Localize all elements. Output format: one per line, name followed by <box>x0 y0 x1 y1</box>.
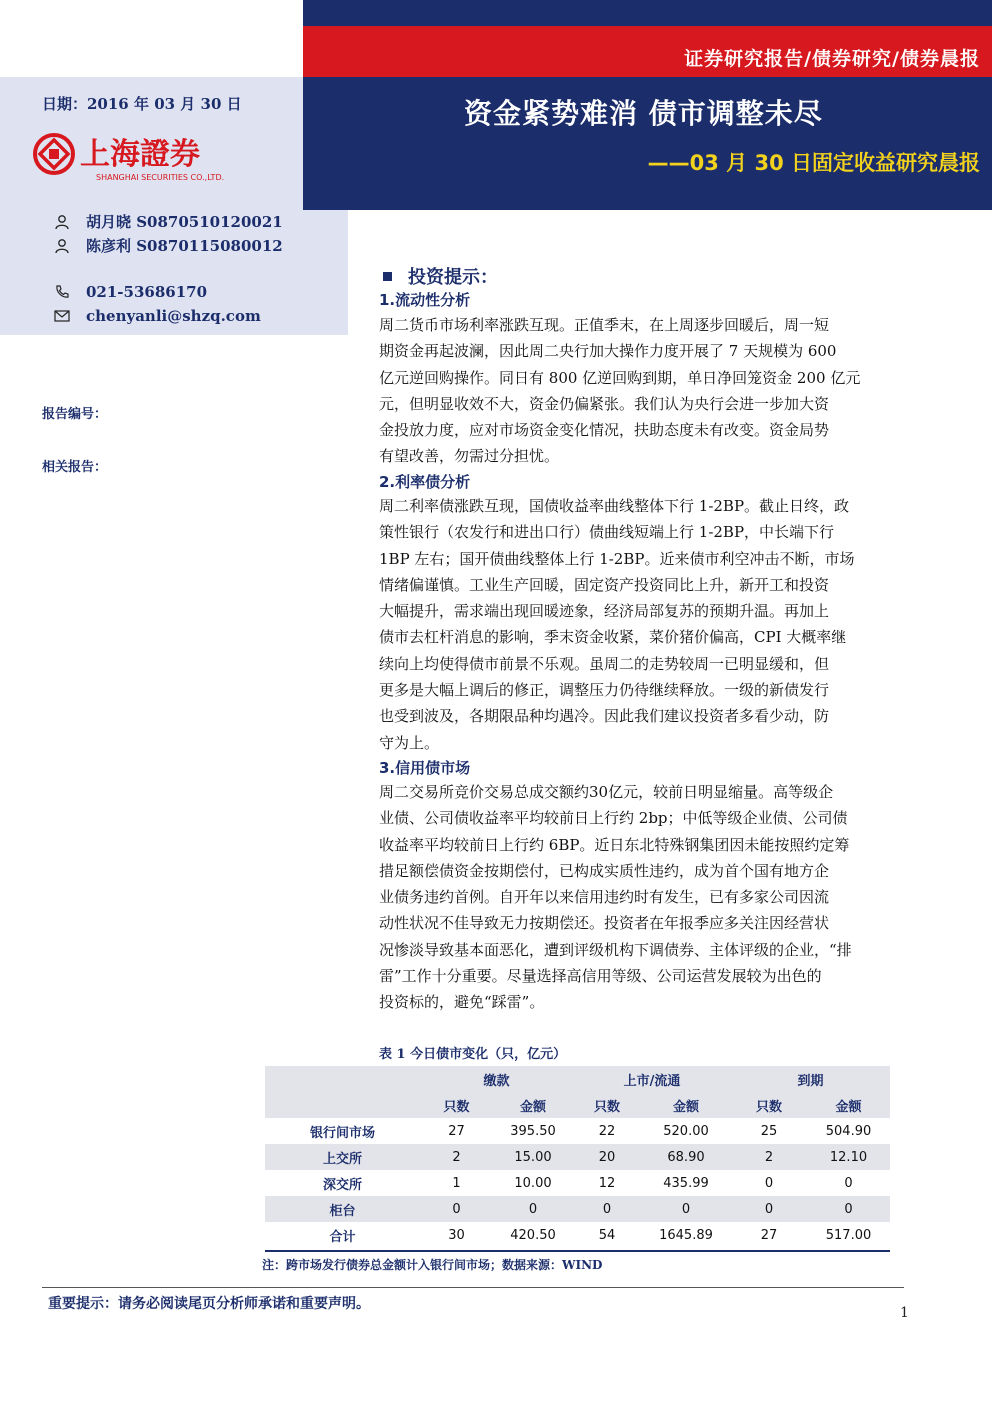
column-group-header: 上市/流通 <box>573 1066 731 1092</box>
report-title: 资金紧势难消 债市调整未尽 <box>464 97 823 130</box>
text-line: 也受到波及，各期限品种均遇冷。因此我们建议投资者多看少动，防 <box>379 707 830 726</box>
section-rate-bonds-body <box>379 493 911 756</box>
text-line: 周二交易所竞价交易总成交额约30亿元，较前日明显缩量。高等级企 <box>379 783 834 801</box>
table-note: 注：跨市场发行债券总金额计入银行间市场；数据来源：WIND <box>262 1258 603 1272</box>
table-cell: 504.90 <box>825 1123 872 1139</box>
row-header: 上交所 <box>265 1144 420 1170</box>
text-line: 债市去杠杆消息的影响，季末资金收紧，菜价猪价偏高，CPI 大概率继 <box>379 628 847 647</box>
table-cell: 68.90 <box>641 1144 731 1170</box>
investment-tips-label: 投资提示： <box>408 267 498 288</box>
table-cell: 517.00 <box>825 1227 872 1243</box>
report-date: 日期：2016 年 03 月 30 日 <box>42 95 242 113</box>
phone-number: 021-53686170 <box>86 283 208 301</box>
column-group-header: 到期 <box>731 1066 890 1092</box>
text-line: 况惨淡导致基本面恶化，遭到评级机构下调债券、主体评级的企业，“排 <box>379 940 852 959</box>
table-cell: 0 <box>764 1175 774 1191</box>
column-header: 金额 <box>641 1092 731 1118</box>
table-cell: 0 <box>420 1196 493 1222</box>
logo-text-cn: 上海證券 <box>80 137 200 172</box>
section-liquidity-heading: 1.流动性分析 <box>379 291 471 309</box>
table-cell: 12 <box>598 1175 616 1191</box>
table-cell: 12.10 <box>807 1144 890 1170</box>
table-cell: 0 <box>844 1175 853 1191</box>
table-cell: 0 <box>731 1196 807 1222</box>
text-line: 投资标的，避免“踩雷”。 <box>379 993 545 1012</box>
logo-text-en: SHANGHAI SECURITIES CO.,LTD. <box>96 173 225 182</box>
text-line: 情绪偏谨慎。工业生产回暖，固定资产投资同比上升，新开工和投资 <box>379 575 830 594</box>
footer-disclaimer: 重要提示：请务必阅读尾页分析师承诺和重要声明。 <box>48 1296 370 1312</box>
column-header: 只数 <box>573 1092 641 1118</box>
table-caption: 表 1 今日债市变化（只，亿元） <box>379 1047 567 1062</box>
table-cell: 435.99 <box>663 1175 709 1191</box>
footer-divider <box>42 1287 904 1288</box>
row-header: 银行间市场 <box>309 1125 375 1141</box>
email-address[interactable]: chenyanli@shzq.com <box>86 307 261 325</box>
text-line: 大幅提升，需求端出现回暖迹象，经济局部复苏的预期升温。再加上 <box>379 602 830 621</box>
phone-icon <box>52 284 72 300</box>
text-line: 期资金再起波澜，因此周二央行加大操作力度开展了 7 天规模为 600 <box>379 342 837 361</box>
report-subtitle: ——03 月 30 日固定收益研究晨报 <box>647 151 980 175</box>
contact-phone <box>52 283 207 301</box>
page-number: 1 <box>900 1305 909 1321</box>
email-icon <box>52 309 72 323</box>
table-cell: 20 <box>573 1144 641 1170</box>
square-bullet-icon <box>383 272 392 281</box>
section-liquidity-body <box>379 312 911 470</box>
table-group-header-row <box>265 1066 890 1092</box>
investment-tips-heading <box>383 263 498 289</box>
table-cell: 30 <box>448 1227 465 1243</box>
table-cell: 25 <box>760 1123 778 1139</box>
related-reports-label: 相关报告： <box>42 460 108 475</box>
contact-email[interactable] <box>52 307 261 325</box>
table-cell: 0 <box>641 1196 731 1222</box>
table-cell: 1645.89 <box>659 1227 713 1243</box>
person-icon <box>52 214 72 230</box>
section-rate-bonds-heading: 2.利率债分析 <box>379 473 471 491</box>
person-icon <box>52 238 72 254</box>
column-header: 只数 <box>731 1092 807 1118</box>
text-line: 周二利率债涨跌互现，国债收益率曲线整体下行 1-2BP。截止日终，政 <box>379 497 850 515</box>
text-line: 雷”工作十分重要。尽量选择高信用等级、公司运营发展较为出色的 <box>379 967 822 986</box>
text-line: 亿元逆回购操作。同日有 800 亿逆回购到期，单日净回笼资金 200 亿元 <box>379 368 861 387</box>
table-bottom-rule <box>265 1250 890 1252</box>
table-cell: 0 <box>573 1196 641 1222</box>
author-1-name: 胡月晓 S0870510120021 <box>86 213 283 231</box>
table-row <box>265 1118 890 1144</box>
table-cell: 420.50 <box>510 1227 556 1243</box>
text-line: 1BP 左右；国开债曲线整体上行 1-2BP。近来债市利空冲击不断，市场 <box>379 549 855 568</box>
table-cell: 27 <box>448 1123 465 1139</box>
text-line: 守为上。 <box>379 733 440 752</box>
table-corner-cell <box>265 1092 420 1118</box>
row-header: 合计 <box>329 1229 356 1245</box>
table-cell: 0 <box>493 1196 573 1222</box>
table-cell: 54 <box>598 1227 616 1243</box>
table-cell: 0 <box>807 1196 890 1222</box>
table-cell: 27 <box>760 1227 778 1243</box>
author-2 <box>52 235 283 256</box>
text-line: 业债、公司债收益率平均较前日上行约 2bp；中低等级企业债、公司债 <box>379 809 848 828</box>
table-total-row <box>265 1222 890 1248</box>
table-cell: 2 <box>731 1144 807 1170</box>
table-row <box>265 1196 890 1222</box>
text-line: 金投放力度，应对市场资金变化情况，扶助态度未有改变。资金局势 <box>379 421 830 440</box>
section-credit-bonds-heading: 3.信用债市场 <box>379 759 471 777</box>
text-line: 更多是大幅上调后的修正，调整压力仍待继续释放。一级的新债发行 <box>379 681 830 700</box>
text-line: 策性银行（农发行和进出口行）债曲线短端上行 1-2BP，中长端下行 <box>379 523 835 542</box>
text-line: 有望改善，勿需过分担忧。 <box>379 447 560 466</box>
table-cell: 2 <box>420 1144 493 1170</box>
table-cell: 395.50 <box>510 1123 556 1139</box>
table-corner-cell <box>265 1066 420 1092</box>
text-line: 续向上均使得债市前景不乐观。虽周二的走势较周一已明显缓和，但 <box>379 654 830 673</box>
column-header: 只数 <box>420 1092 493 1118</box>
author-2-name: 陈彦利 S0870115080012 <box>86 237 283 255</box>
text-line: 业债务违约首例。自开年以来信用违约时有发生，已有多家公司因流 <box>379 888 830 907</box>
column-header: 金额 <box>493 1092 573 1118</box>
column-header: 金额 <box>807 1092 890 1118</box>
table-cell: 1 <box>452 1175 461 1191</box>
text-line: 元，但明显收效不大，资金仍偏紧张。我们认为央行会进一步加大资 <box>379 394 830 413</box>
text-line: 收益率平均较前日上行约 6BP。近日东北特殊钢集团因未能按照约定筹 <box>379 835 850 854</box>
table-subheader-row <box>265 1092 890 1118</box>
table-row <box>265 1170 890 1196</box>
author-1 <box>52 211 283 232</box>
table-cell: 15.00 <box>493 1144 573 1170</box>
table-cell: 520.00 <box>663 1123 709 1139</box>
header-top-band <box>303 0 992 26</box>
column-group-header: 缴款 <box>420 1066 573 1092</box>
text-line: 措足额偿债资金按期偿付，已构成实质性违约，成为首个国有地方企 <box>379 861 830 880</box>
company-logo <box>30 126 270 186</box>
table-row <box>265 1144 890 1170</box>
text-line: 动性状况不佳导致无力按期偿还。投资者在年报季应多关注因经营状 <box>379 914 830 933</box>
bond-market-table <box>265 1066 890 1248</box>
row-header: 柜台 <box>265 1196 420 1222</box>
report-number-label: 报告编号： <box>42 407 108 422</box>
text-line: 周二货币市场利率涨跌互现。正值季末，在上周逐步回暖后，周一短 <box>379 316 830 334</box>
logo-emblem-icon <box>30 126 270 186</box>
table-cell: 10.00 <box>514 1175 552 1191</box>
row-header: 深交所 <box>322 1177 362 1193</box>
report-type: 证券研究报告/债券研究/债券晨报 <box>684 48 980 70</box>
table-cell: 22 <box>598 1123 616 1139</box>
section-credit-bonds-body <box>379 779 911 1016</box>
